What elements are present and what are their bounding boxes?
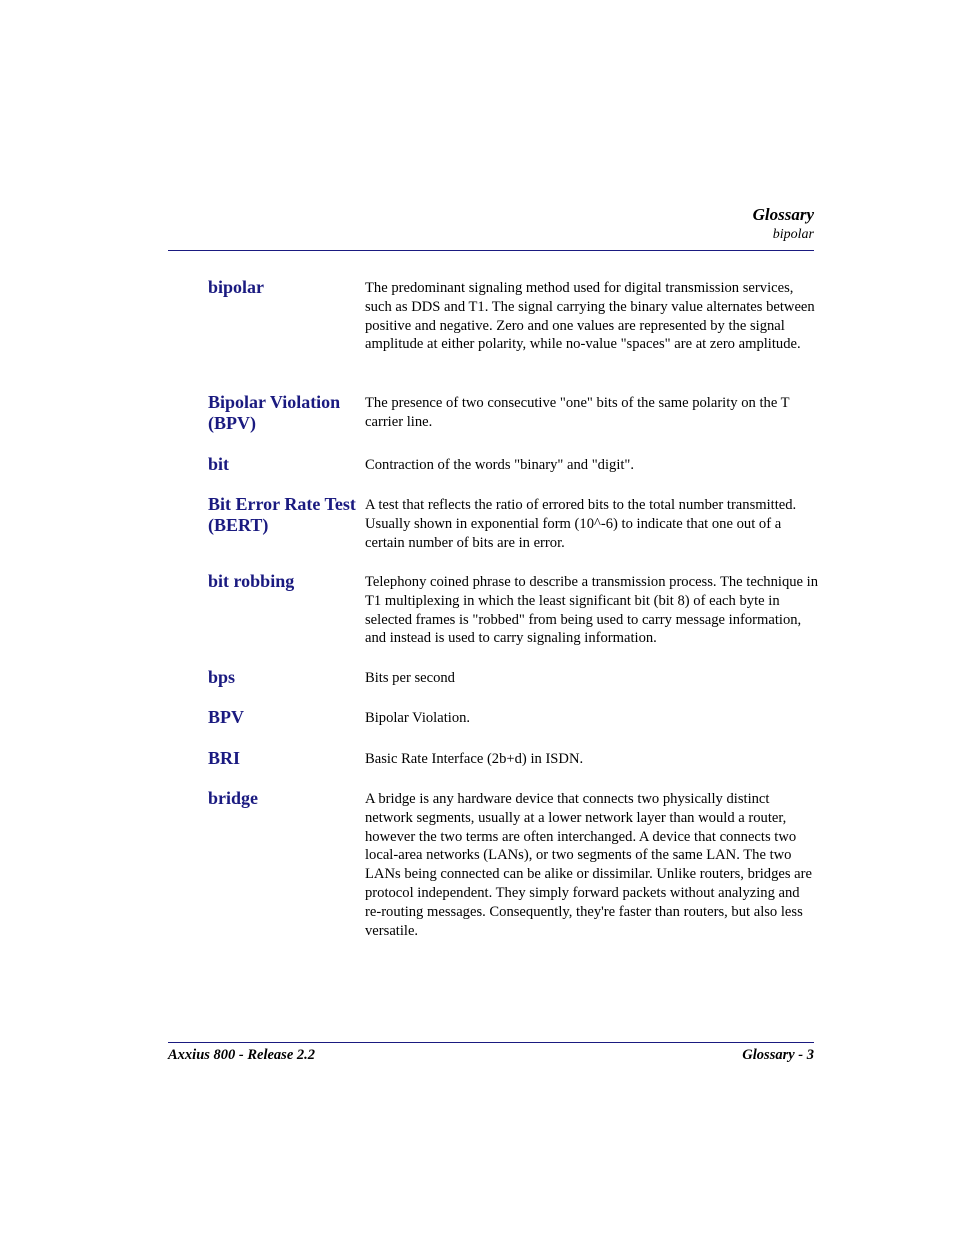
definition: Contraction of the words "binary" and "digit". bbox=[365, 457, 635, 473]
definition: Bipolar Violation. bbox=[365, 710, 471, 726]
term: BPV bbox=[208, 707, 244, 727]
term: Bipolar Violation (BPV) bbox=[208, 392, 341, 433]
chapter-title: Glossary bbox=[752, 205, 814, 224]
term: Bit Error Rate Test (BERT) bbox=[208, 494, 356, 535]
definition: Bits per second bbox=[365, 670, 455, 686]
footer-product: Axxius 800 - Release 2.2 bbox=[168, 1047, 316, 1063]
glossary-entry-bps bbox=[208, 667, 818, 707]
glossary-entry-bipolar-violation bbox=[208, 392, 818, 454]
term: bit bbox=[208, 454, 230, 474]
glossary-entry-bert bbox=[208, 494, 818, 571]
glossary-entry-bridge bbox=[208, 788, 818, 940]
term: bps bbox=[208, 667, 236, 687]
definition: Basic Rate Interface (2b+d) in ISDN. bbox=[365, 751, 584, 767]
section-title: bipolar bbox=[772, 227, 814, 242]
definition: The presence of two consecutive "one" bits of the same polarity on the T carrier line. bbox=[365, 395, 790, 430]
glossary-entry-bit-robbing bbox=[208, 571, 818, 667]
definition: The predominant signaling method used for digital transmission services, such as DDS and T1. The signal carrying the binary value alternates between positive and negative. Zero and one values are represented by the signal amplitude at either polarity, while no-value "spaces" are at zero amplitude. bbox=[365, 280, 815, 353]
glossary-entries bbox=[208, 277, 818, 940]
glossary-entry-bit bbox=[208, 454, 818, 494]
term: bipolar bbox=[208, 277, 265, 297]
glossary-entry-bpv bbox=[208, 707, 818, 748]
glossary-entry-bri bbox=[208, 748, 818, 788]
header-rule bbox=[168, 250, 814, 251]
footer-page-number: Glossary - 3 bbox=[742, 1047, 814, 1063]
footer-rule bbox=[168, 1042, 814, 1043]
running-head bbox=[753, 204, 814, 244]
term: BRI bbox=[208, 748, 241, 768]
definition: Telephony coined phrase to describe a transmission process. The technique in T1 multiplexing in which the least significant bit (bit 8) of each byte in selected frames is "robbed" from being used to carry message information, and instead is used to carry signaling information. bbox=[365, 574, 819, 647]
term: bridge bbox=[208, 788, 259, 808]
term: bit robbing bbox=[208, 571, 295, 591]
glossary-entry-bipolar bbox=[208, 277, 818, 392]
definition: A bridge is any hardware device that connects two physically distinct network segments, usually at a lower network layer than would a router, however the two terms are often interchanged. A device that connects two local-area networks (LANs), or two segments of the same LAN. The two LANs being connected can be alike or dissimilar. Unlike routers, bridges are protocol independent. They simply forward packets without analyzing and re-routing messages. Consequently, they're faster than routers, but also less versatile. bbox=[365, 791, 812, 939]
definition: A test that reflects the ratio of errored bits to the total number transmitted. Usually shown in exponential form (10^-6) to indicate that one out of a certain number of bits are in error. bbox=[365, 497, 797, 551]
